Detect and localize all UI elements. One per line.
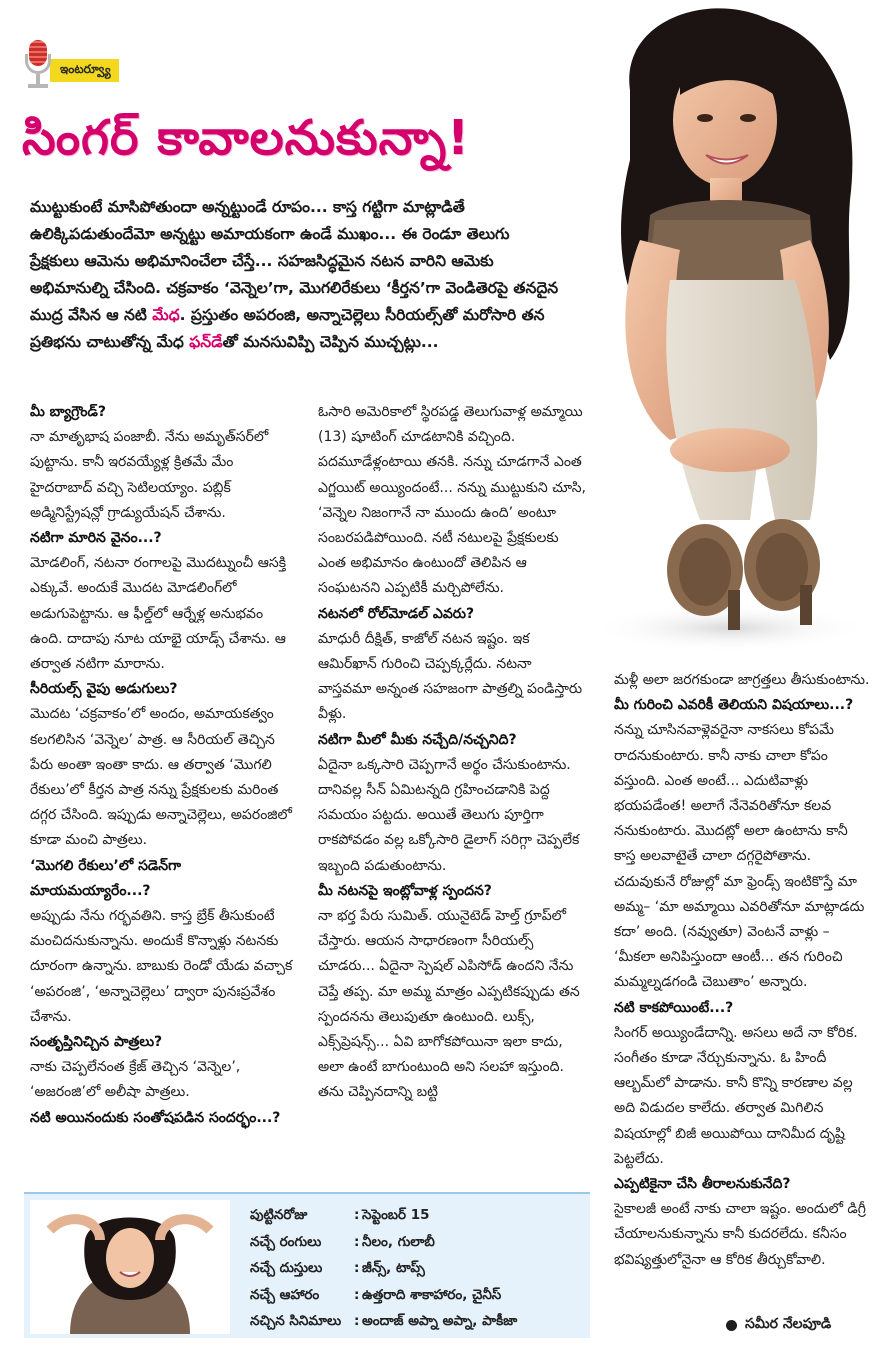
fact-value: సెప్టెంబర్ 15 — [362, 1207, 430, 1223]
question: సీరియల్స్ వైపు అడుగులు? — [30, 681, 178, 698]
magazine-name: ఫన్‌డే — [189, 333, 223, 351]
answer: మొదట ‘చక్రవాకం’లో అందం, అమాయకత్వం కలగలిసిన ‘వెన్నెల’ పాత్ర. ఆ సీరియల్ తెచ్చిన పేరు అంతా ఇంతా కాదు. ఆ తర్వాత ‘మొగలి రేకులు’లో కీర్తన పాత్ర నన్ను ప్రేక్షకులకు మరింత దగ్గర చేసింది. ఇప్పుడు అన్నాచెల్లెలు, అపరంజిలో కూడా మంచి పాత్రలు. — [30, 706, 292, 849]
answer: నాకు చెప్పలేనంత క్రేజ్ తెచ్చిన ‘వెన్నెల’, ‘అజరంజి’లో అలీషా పాత్రలు. — [30, 1059, 241, 1101]
answer: మళ్లీ అలా జరగకుండా జాగ్రత్తలు తీసుకుంటాను. — [614, 672, 870, 688]
fact-row — [250, 1282, 586, 1309]
fact-separator: : — [354, 1233, 360, 1250]
fact-label: నచ్చిన సినిమాలు — [250, 1313, 342, 1329]
answer: అప్పుడు నేను గర్భవతిని. కాస్త బ్రేక్ తీసుకుంటే మంచిదనుకున్నాను. అందుకే కొన్నాళ్లు నటనకు దూరంగా ఉన్నాను. బాబుకు రెండో యేడు వచ్చాక ‘అపరంజి’, ‘అన్నాచెల్లెలు’ ద్వారా పునఃప్రవేశం చేశాను. — [30, 908, 293, 1025]
question: ఎప్పటికైనా చేసి తీరాలనుకునేది? — [614, 1176, 791, 1193]
fact-label: నచ్చే ఆహారం — [250, 1286, 320, 1303]
question: మీ నటనపై ఇంట్లోవాళ్ల స్పందన? — [318, 882, 492, 899]
question: నటిగా మారిన వైనం...? — [30, 530, 162, 547]
intro-part1: ముట్టుకుంటే మాసిపోతుందా అన్నట్టుండే రూపం... కాస్త గట్టిగా మాట్లాడితే ఉలిక్కిపడుతుందేమో అన్నట్టు అమాయకంగా ఉండే ముఖం... ఈ రెండూ తెలుగు ప్రేక్షకులు ఆమెను అభిమానించేలా చేస్తే... సహజసిద్ధమైన నటన వారిని ఆమెకు అభిమానుల్ని చేసింది. చక్రవాకం ‘వెన్నెల’గా, మొగలిరేకులు ‘కీర్తన’గా వెండితెరపై తనదైన ముద్ర వేసిన ఆ నటి — [30, 198, 559, 324]
question: సంతృప్తినిచ్చిన పాత్రలు? — [30, 1034, 163, 1051]
column-1 — [30, 400, 300, 1170]
fact-separator: : — [354, 1207, 360, 1223]
question: మీ బ్యాగ్రౌండ్? — [30, 404, 106, 420]
answer: సింగర్ అయ్యిండేదాన్ని. అసలు అదే నా కోరిక. సంగీతం కూడా నేర్చుకున్నాను. ఓ హిందీ ఆల్బమ్‌లో పాడాను. కానీ కొన్ని కారణాల వల్ల అది విడుదల కాలేదు. తర్వాత మిగిలిన విషయాల్లో బిజీ అయిపోయి దానిమీద దృష్టి పెట్టలేదు. — [614, 1024, 858, 1167]
portrait-photo — [560, 0, 892, 660]
question: నటిగా మీలో మీకు నచ్చేది/నచ్చనిది? — [318, 731, 517, 748]
bullet-icon — [726, 1320, 737, 1331]
answer: ఏదైనా ఒక్కసారి చెప్పగానే అర్థం చేసుకుంటాను. దానివల్ల సీన్ ఏమిటన్నది గ్రహించడానికి పెద్ద సమయం పట్టదు. అయితే తెలుగు పూర్తిగా రాకపోవడం వల్ల ఒక్కోసారి డైలాగ్ సరిగ్గా చెప్పలేక ఇబ్బంది పడుతుంటాను. — [318, 756, 580, 874]
fact-label: నచ్చే రంగులు — [250, 1233, 322, 1250]
fact-box — [24, 1192, 590, 1338]
answer: నన్ను చూసినవాళ్లెవరైనా నాకసలు కోపమే రాదనుకుంటారు. కానీ నాకు చాలా కోపం వస్తుంది. ఎంత అంటే... ఎదుటివాళ్లు భయపడేంత! అలాగే నేనెవరితోనూ కలవ ననుకుంటారు. మొదట్లో అలా ఉంటాను కానీ కాస్త అలవాటైతే చాలా దగ్గరైపోతాను. చదువుకునే రోజుల్లో మా ఫ్రెండ్స్ ఇంటికొస్తే మా అమ్మ– ‘మా అమ్మాయి ఎవరితోనూ మాట్లాడదు కదా’ అంది. (నవ్వుతూ) వెంటనే వాళ్లు – ‘మీకలా అనిపిస్తుందా ఆంటీ... తన గురించి మమ్మల్నడగండి చెబుతాం’ అన్నారు. — [614, 722, 865, 991]
fact-list — [250, 1202, 586, 1335]
fact-separator: : — [354, 1313, 360, 1329]
microphone-icon — [22, 40, 54, 90]
question: ‘మొగలి రేకులు’లో సడెన్‌గా మాయమయ్యారేం...? — [30, 857, 182, 899]
question: మీ గురించి ఎవరికీ తెలియని విషయాలు...? — [614, 697, 854, 714]
headline: సింగర్ కావాలనుకున్నా! — [22, 110, 470, 166]
column-3 — [614, 668, 870, 1318]
fact-row — [250, 1229, 586, 1256]
fact-row — [250, 1308, 586, 1335]
fact-label: నచ్చే దుస్తులు — [250, 1260, 323, 1276]
question: నటనలో రోల్‌మోడల్ ఎవరు? — [318, 605, 475, 622]
fact-value: అందాజ్ అప్నా అప్నా, పాకీజా — [362, 1313, 518, 1329]
column-2 — [318, 400, 588, 1170]
author-name: సమీర నేలపూడి — [745, 1316, 832, 1332]
fact-value: ఉత్తరాది శాకాహారం, చైనీస్ — [362, 1286, 502, 1303]
question: నటి కాకపోయింటే...? — [614, 999, 734, 1016]
fact-box-photo — [30, 1200, 230, 1334]
intro-part2: . ప్రస్తుతం అపరంజి, అన్నాచెల్లెలు సీరియల్స్‌తో మరోసారి తన ప్రతిభను చాటుతోన్న మేధ — [30, 306, 545, 351]
answer: నా మాతృభాష పంజాబీ. నేను అమృత్‌సర్‌లో పుట్టాను. కానీ ఇరవయ్యేళ్ల క్రితమే మేం హైదరాబాద్ వచ్చి సెటిలయ్యాం. పబ్లిక్ అడ్మినిస్ట్రేషన్లో గ్రాడ్యుయేషన్ చేశాను. — [30, 429, 269, 521]
intro-part3: తో మనసువిప్పి చెప్పిన ముచ్చట్లు... — [222, 333, 439, 351]
fact-row — [250, 1202, 586, 1229]
fact-value: నీలం, గులాబీ — [362, 1233, 435, 1250]
intro-paragraph — [30, 194, 562, 356]
section-tag — [22, 40, 119, 90]
fact-row — [250, 1255, 586, 1282]
answer: సైకాలజీ అంటే నాకు చాలా ఇష్టం. అందులో డిగ్రీ చేయాలనుకున్నాను కానీ కుదరలేదు. కనీసం భవిష్యత్తులోనైనా ఆ కోరిక తీర్చుకోవాలి. — [614, 1201, 866, 1268]
answer: మోడలింగ్, నటనా రంగాలపై మొదట్నుంచీ ఆసక్తి ఎక్కువే. అందుకే మొదట మోడలింగ్‌లో అడుగుపెట్టాను. ఆ ఫీల్డ్‌లో ఆర్నేళ్ల అనుభవం ఉంది. దాదాపు నూట యాభై యాడ్స్ చేశాను. ఆ తర్వాత నటిగా మారాను. — [30, 555, 287, 673]
fact-separator: : — [354, 1286, 360, 1303]
section-label: ఇంటర్వ్యూ — [50, 59, 119, 82]
byline — [726, 1316, 831, 1335]
answer: మాధురీ దీక్షిత్, కాజోల్ నటన ఇష్టం. ఇక ఆమిర్‌ఖాన్ గురించి చెప్పక్కర్లేదు. నటనా వాస్తవమా అన్నంత సహజంగా పాత్రల్ని పండిస్తారు వీళ్లు. — [318, 630, 583, 723]
fact-value: జీన్స్, టాప్స్ — [362, 1260, 425, 1276]
answer: నా భర్త పేరు సుమిత్. యునైటెడ్ హెల్త్ గ్రూప్‌లో చేస్తారు. ఆయన సాధారణంగా సీరియల్స్ చూడరు... ఏదైనా స్పెషల్ ఎపిసోడ్ ఉందని నేను చెప్తే తప్ప. మా అమ్మ మాత్రం ఎప్పటికప్పుడు తన స్పందనను తెలుపుతూ ఉంటుంది. లుక్స్, ఎక్స్‌ప్రెషన్స్... ఏవి బాగోకపోయినా ఇలా కాదు, అలా ఉంటే బాగుంటుంది అని సలహా ఇస్తుంది. తను చెప్పినదాన్ని బట్టి — [318, 908, 580, 1101]
answer: ఓసారి అమెరికాలో స్థిరపడ్డ తెలుగువాళ్ల అమ్మాయి (13) షూటింగ్ చూడటానికి వచ్చింది. పదమూడేళ్లంటాయి తనకి. నన్ను చూడగానే ఎంత ఎగ్జయిట్ అయ్యిందంటే... నన్ను ముట్టుకుని చూసి, ‘వెన్నెల నిజంగానే నా ముందు ఉంది’ అంటూ సంబరపడిపోయింది. నటీ నటులపై ప్రేక్షకులకు ఎంత అభిమానం ఉంటుందో తెలిపిన ఆ సంఘటనని ఎప్పటికీ మర్చిపోలేను. — [318, 404, 586, 597]
actress-name: మేధ — [152, 306, 180, 324]
fact-label: పుట్టినరోజు — [250, 1207, 308, 1223]
fact-separator: : — [354, 1260, 360, 1276]
question: నటి అయినందుకు సంతోషపడిన సందర్భం...? — [30, 1109, 281, 1126]
